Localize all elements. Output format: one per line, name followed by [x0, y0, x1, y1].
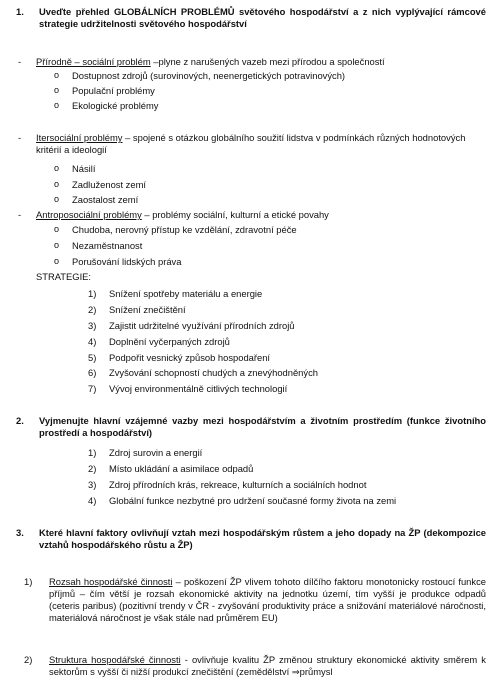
strategy-item: 7) Vývoj environmentálně citlivých technologií — [88, 383, 288, 394]
strategy-label: STRATEGIE: — [36, 271, 92, 282]
function-item: 2) Místo ukládání a asimilace odpadů — [88, 463, 254, 474]
question-3 — [16, 527, 486, 551]
strategy-item: 6) Zvyšování schopností chudých a znevýhodněných — [88, 367, 318, 378]
question-1 — [16, 6, 486, 30]
factor-item-1: 1) Rozsah hospodářské činnosti – poškození ŽP vlivem tohoto dílčího faktoru monotonicky rostoucí funkce příjmů – čím větší je rozsah ekonomické aktivity na jednotku území, tím vyšší je produkce odpadů (ceteris paribus) (pozitivní trendy v ČR - zvyšování produktivity práce a snižování materiálové náročnosti, materiálová náročnost je však stále nad průměrem EU) — [24, 576, 486, 623]
question-text: Uveďte přehled GLOBÁLNÍCH PROBLÉMŮ světového hospodářství a z nich vyplývající rámcové strategie udržitelnosti světového hospodářství — [39, 6, 486, 29]
list-item: o Populační problémy — [54, 85, 155, 96]
factor-item-2: 2) Struktura hospodářské činnosti - ovlivňuje kvalitu ŽP změnou struktury ekonomické aktivity směrem k sektorům s vyšší či nižší produkcí znečištění (zemědělství ⇒průmysl — [24, 654, 486, 677]
group-description: – problémy sociální, kulturní a etické povahy — [141, 209, 329, 220]
group-description: – spojené s otázkou globálního soužití lidstva v podmínkách různých hodnotových kritérií a ideologií — [36, 132, 466, 155]
question-text: Které hlavní faktory ovlivňují vztah mezi hospodářským růstem a jeho dopady na ŽP (dekompozice vztahů hospodářského růstu a ŽP) — [39, 527, 486, 550]
question-number: 3. — [16, 527, 24, 538]
list-item: o Zaostalost zemí — [54, 194, 139, 205]
list-item: o Násilí — [54, 163, 96, 174]
function-item: 1) Zdroj surovin a energií — [88, 447, 203, 458]
group-description: –plyne z narušených vazeb mezi přírodou a společností — [150, 56, 385, 67]
factor-description: - ovlivňuje kvalitu ŽP změnou struktury ekonomické aktivity směrem k sektorům s vyšší či nižší produkcí znečištění (zemědělství ⇒průmysl — [49, 654, 486, 677]
function-item: 4) Globální funkce nezbytné pro udržení současné formy života na zemi — [88, 495, 397, 506]
list-item: o Porušování lidských práva — [54, 256, 182, 267]
strategy-item: 2) Snížení znečištění — [88, 304, 186, 315]
group-title: Itersociální problémy — [36, 132, 123, 143]
list-item: o Zadluženost zemí — [54, 179, 146, 190]
problem-group-3: - Antroposociální problémy – problémy sociální, kulturní a etické povahy — [18, 209, 329, 220]
strategy-item: 3) Zajistit udržitelné využívání přírodních zdrojů — [88, 320, 295, 331]
problem-group-2: - Itersociální problémy – spojené s otázkou globálního soužití lidstva v podmínkách různých hodnotových kritérií a ideologií — [18, 132, 466, 155]
strategy-item: 4) Doplnění vyčerpaných zdrojů — [88, 336, 230, 347]
list-item: o Nezaměstnanost — [54, 240, 143, 251]
list-item: o Ekologické problémy — [54, 100, 159, 111]
group-title: Antroposociální problémy — [36, 209, 142, 220]
factor-description: – poškození ŽP vlivem tohoto dílčího faktoru monotonicky rostoucí funkce příjmů – čím větší je rozsah ekonomické aktivity na jednotku území, tím vyšší je produkce odpadů (ceteris paribus) (pozitivní trendy v ČR - zvyšování produktivity práce a snižování materiálové náročnosti, materiálová náročnost je však stále nad průměrem EU) — [49, 576, 486, 623]
function-item: 3) Zdroj přírodních krás, rekreace, kulturních a sociálních hodnot — [88, 479, 367, 490]
factor-title: Rozsah hospodářské činnosti — [49, 576, 173, 587]
list-item: o Chudoba, nerovný přístup ke vzdělání, zdravotní péče — [54, 224, 297, 235]
question-number: 1. — [16, 6, 24, 17]
group-title: Přírodně – sociální problém — [36, 56, 151, 67]
question-number: 2. — [16, 415, 24, 426]
question-text: Vyjmenujte hlavní vzájemné vazby mezi hospodářstvím a životním prostředím (funkce životního prostředí a hospodářství) — [39, 415, 486, 438]
strategy-item: 5) Podpořit vesnický způsob hospodaření — [88, 352, 271, 363]
problem-group-1: - Přírodně – sociální problém –plyne z narušených vazeb mezi přírodou a společností — [18, 56, 385, 67]
list-item: o Dostupnost zdrojů (surovinových, neenergetických potravinových) — [54, 70, 346, 81]
factor-title: Struktura hospodářské činnosti — [49, 654, 181, 665]
strategy-item: 1) Snížení spotřeby materiálu a energie — [88, 288, 263, 299]
question-2 — [16, 415, 486, 439]
